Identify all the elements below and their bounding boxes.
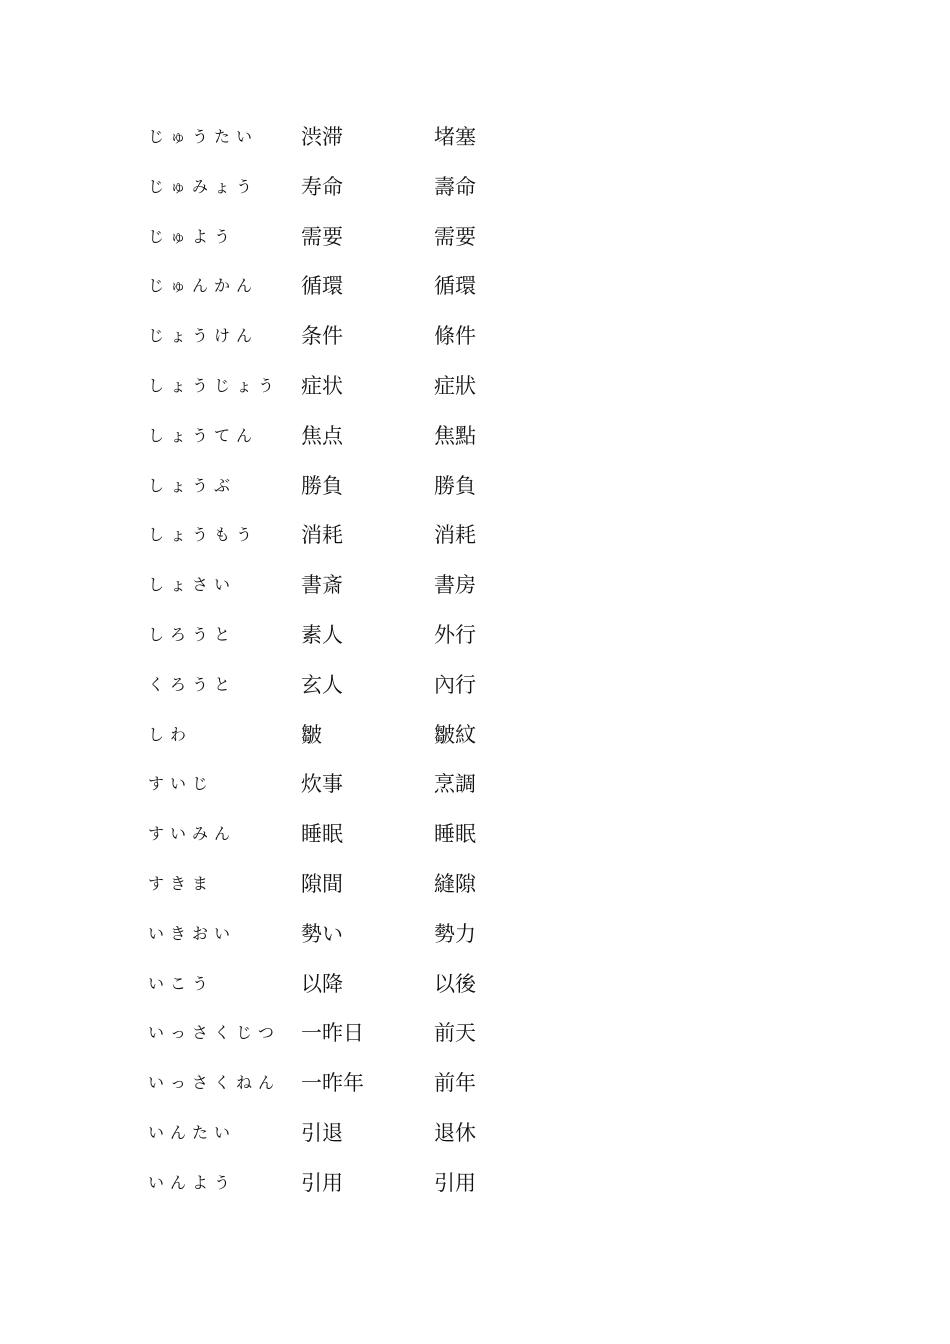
chinese-translation: 睡眠 <box>434 822 476 847</box>
chinese-translation: 書房 <box>434 573 476 598</box>
vocabulary-row <box>148 757 568 807</box>
chinese-translation: 焦點 <box>434 423 476 448</box>
vocabulary-row <box>148 558 568 608</box>
japanese-word: 寿命 <box>301 174 343 199</box>
vocabulary-row <box>148 608 568 658</box>
vocabulary-list <box>148 110 568 1206</box>
japanese-word: 引退 <box>301 1120 343 1145</box>
vocabulary-row <box>148 1056 568 1106</box>
japanese-word: 玄人 <box>301 672 343 697</box>
vocabulary-row <box>148 807 568 857</box>
chinese-translation: 症狀 <box>434 373 476 398</box>
kana-reading: じゅみょう <box>148 176 259 196</box>
japanese-word: 条件 <box>301 324 343 349</box>
vocabulary-row <box>148 957 568 1007</box>
kana-reading: すきま <box>148 873 215 893</box>
chinese-translation: 需要 <box>434 224 476 249</box>
japanese-word: 症状 <box>301 373 343 398</box>
chinese-translation: 退休 <box>434 1120 476 1145</box>
japanese-word: 書斎 <box>301 573 343 598</box>
kana-reading: すいじ <box>148 774 215 794</box>
japanese-word: 隙間 <box>301 871 343 896</box>
vocabulary-row <box>148 160 568 210</box>
japanese-word: 焦点 <box>301 423 343 448</box>
japanese-word: 炊事 <box>301 772 343 797</box>
vocabulary-row <box>148 459 568 509</box>
vocabulary-row <box>148 508 568 558</box>
chinese-translation: 堵塞 <box>434 125 476 149</box>
japanese-word: 循環 <box>301 274 343 299</box>
kana-reading: いきおい <box>148 923 237 943</box>
kana-reading: しろうと <box>148 624 237 644</box>
japanese-word: 消耗 <box>301 523 343 548</box>
kana-reading: くろうと <box>148 674 237 694</box>
kana-reading: じゅよう <box>148 226 237 246</box>
chinese-translation: 引用 <box>434 1170 476 1195</box>
vocabulary-row <box>148 1006 568 1056</box>
kana-reading: しょうてん <box>148 425 259 445</box>
vocabulary-row <box>148 907 568 957</box>
chinese-translation: 循環 <box>434 274 476 299</box>
kana-reading: すいみん <box>148 824 237 844</box>
vocabulary-row <box>148 409 568 459</box>
japanese-word: 引用 <box>301 1170 343 1195</box>
chinese-translation: 內行 <box>434 672 476 697</box>
chinese-translation: 勢力 <box>434 921 476 946</box>
japanese-word: 皺 <box>301 722 322 747</box>
kana-reading: いこう <box>148 973 215 993</box>
vocabulary-row <box>148 1156 568 1206</box>
chinese-translation: 勝負 <box>434 473 476 498</box>
vocabulary-row <box>148 708 568 758</box>
japanese-word: 需要 <box>301 224 343 249</box>
vocabulary-row <box>148 1106 568 1156</box>
chinese-translation: 前天 <box>434 1021 476 1046</box>
chinese-translation: 縫隙 <box>434 871 476 896</box>
japanese-word: 勢い <box>301 921 343 946</box>
vocabulary-row <box>148 359 568 409</box>
japanese-word: 渋滞 <box>301 125 343 149</box>
japanese-word: 睡眠 <box>301 822 343 847</box>
chinese-translation: 外行 <box>434 622 476 647</box>
chinese-translation: 烹調 <box>434 772 476 797</box>
japanese-word: 一昨年 <box>301 1071 364 1096</box>
kana-reading: いんたい <box>148 1122 237 1142</box>
vocabulary-row <box>148 857 568 907</box>
japanese-word: 勝負 <box>301 473 343 498</box>
kana-reading: じゅんかん <box>148 276 259 296</box>
chinese-translation: 消耗 <box>434 523 476 548</box>
vocabulary-row <box>148 210 568 260</box>
kana-reading: しょうじょう <box>148 375 281 395</box>
kana-reading: いんよう <box>148 1172 237 1192</box>
kana-reading: いっさくじつ <box>148 1023 281 1043</box>
chinese-translation: 皺紋 <box>434 722 476 747</box>
japanese-word: 以降 <box>301 971 343 996</box>
kana-reading: しょうぶ <box>148 475 237 495</box>
japanese-word: 素人 <box>301 622 343 647</box>
vocabulary-row <box>148 309 568 359</box>
vocabulary-row <box>148 658 568 708</box>
vocabulary-row <box>148 259 568 309</box>
kana-reading: じゅうたい <box>148 127 259 146</box>
kana-reading: しょさい <box>148 575 237 595</box>
kana-reading: しわ <box>148 724 193 744</box>
chinese-translation: 壽命 <box>434 174 476 199</box>
kana-reading: じょうけん <box>148 326 259 346</box>
kana-reading: しょうもう <box>148 525 259 545</box>
chinese-translation: 以後 <box>434 971 476 996</box>
chinese-translation: 條件 <box>434 324 476 349</box>
chinese-translation: 前年 <box>434 1071 476 1096</box>
vocabulary-row <box>148 110 568 160</box>
japanese-word: 一昨日 <box>301 1021 364 1046</box>
kana-reading: いっさくねん <box>148 1073 281 1093</box>
